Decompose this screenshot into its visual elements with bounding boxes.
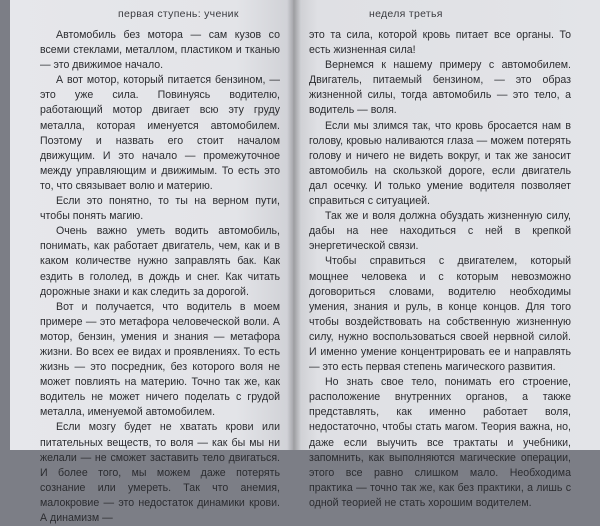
left-running-header: первая ступень: ученик [118,8,239,20]
paragraph: Вернемся к нашему примеру с автомобилем. Двигатель, питаемый бензином, — это образ жизненной силы, тогда автомобиль — это тело, а водитель — воля. [309,59,571,117]
paragraph: Так же и воля должна обуздать жизненную силу, дабы на нее находиться с ней в крепкой энергетической связи. [309,210,571,253]
right-running-header: неделя третья [369,8,443,20]
paragraph: Если это понятно, то ты на верном пути, чтобы понять магию. [40,195,280,223]
book-gutter [287,0,301,450]
paragraph: А вот мотор, который питается бензином, — это уже сила. Повинуясь водителю, работающий мотор двигает всю эту груду металла, которая именуется автомобилем. Поэтому и назвать его стоит началом движущим. И это начало — промежуточное между управляющим и движимым. То есть это то, что связывает волю и материю. [40,74,280,192]
left-page [10,0,293,524]
right-page [293,0,600,509]
paragraph: Если мозгу будет не хватать крови или питательных веществ, то воля — как бы мы ни желали — не сможет заставить тело двигаться. И более того, мы можем даже потерять сознание или умереть. Так что анемия, малокровие — это недостаток динамики крови. А динамизм — [40,421,280,524]
paragraph: Чтобы справиться с двигателем, который мощнее человека и с которым невозможно договориться словами, водителю необходимы умения, знания и руль, в конце концов. Для того чтобы воздействовать на собственную жизненную силу, нужно воспользоваться своей нервной силой. И именно умение концентрировать ее и направлять — это есть первая степень магического развития. [309,255,571,374]
paragraph: это та сила, которой кровь питает все органы. То есть жизненная сила! [309,29,571,57]
left-page-body [40,28,280,526]
paragraph: Автомобиль без мотора — сам кузов со всеми стеклами, металлом, пластиком и тканью — это движимое начало. [40,29,280,72]
paragraph: Но знать свое тело, понимать его строение, расположение внутренних органов, а также представлять, как именно работает воля, недостаточно, чтобы стать магом. Теория важна, но, даже если выучить все трактаты и учебники, запомнить, как выполняются магические операции, этого все равно слишком мало. Необходима практика — точно так же, как без практики, а лишь с одной теорией не стать хорошим водителем. [309,376,571,509]
paragraph: Вот и получается, что водитель в моем примере — это метафора человеческой воли. А мотор, бензин, умения и знания — метафора жизни. Во всех ее видах и проявлениях. То есть жизнь — это посредник, без которого воля не может повлиять на материю. Точно так же, как водитель не может ничего поделать с грудой металла, именуемой автомобилем. [40,300,280,419]
paragraph: Если мы злимся так, что кровь бросается нам в голову, кровью наливаются глаза — можем потерять голову и ничего не видеть вокруг, и так же заносит автомобиль на скользкой дороге, если двигатель дал осечку. И только умение водителя позволяет справиться с ситуацией. [309,119,571,208]
paragraph: Очень важно уметь водить автомобиль, понимать, как работает двигатель, чем, как и в каком количестве нужно заправлять бак. Как ездить в гололед, в дождь и снег. Как читать дорожные знаки и как следить за дорогой. [40,225,280,298]
book-spread [10,0,600,524]
right-page-body [309,28,571,511]
